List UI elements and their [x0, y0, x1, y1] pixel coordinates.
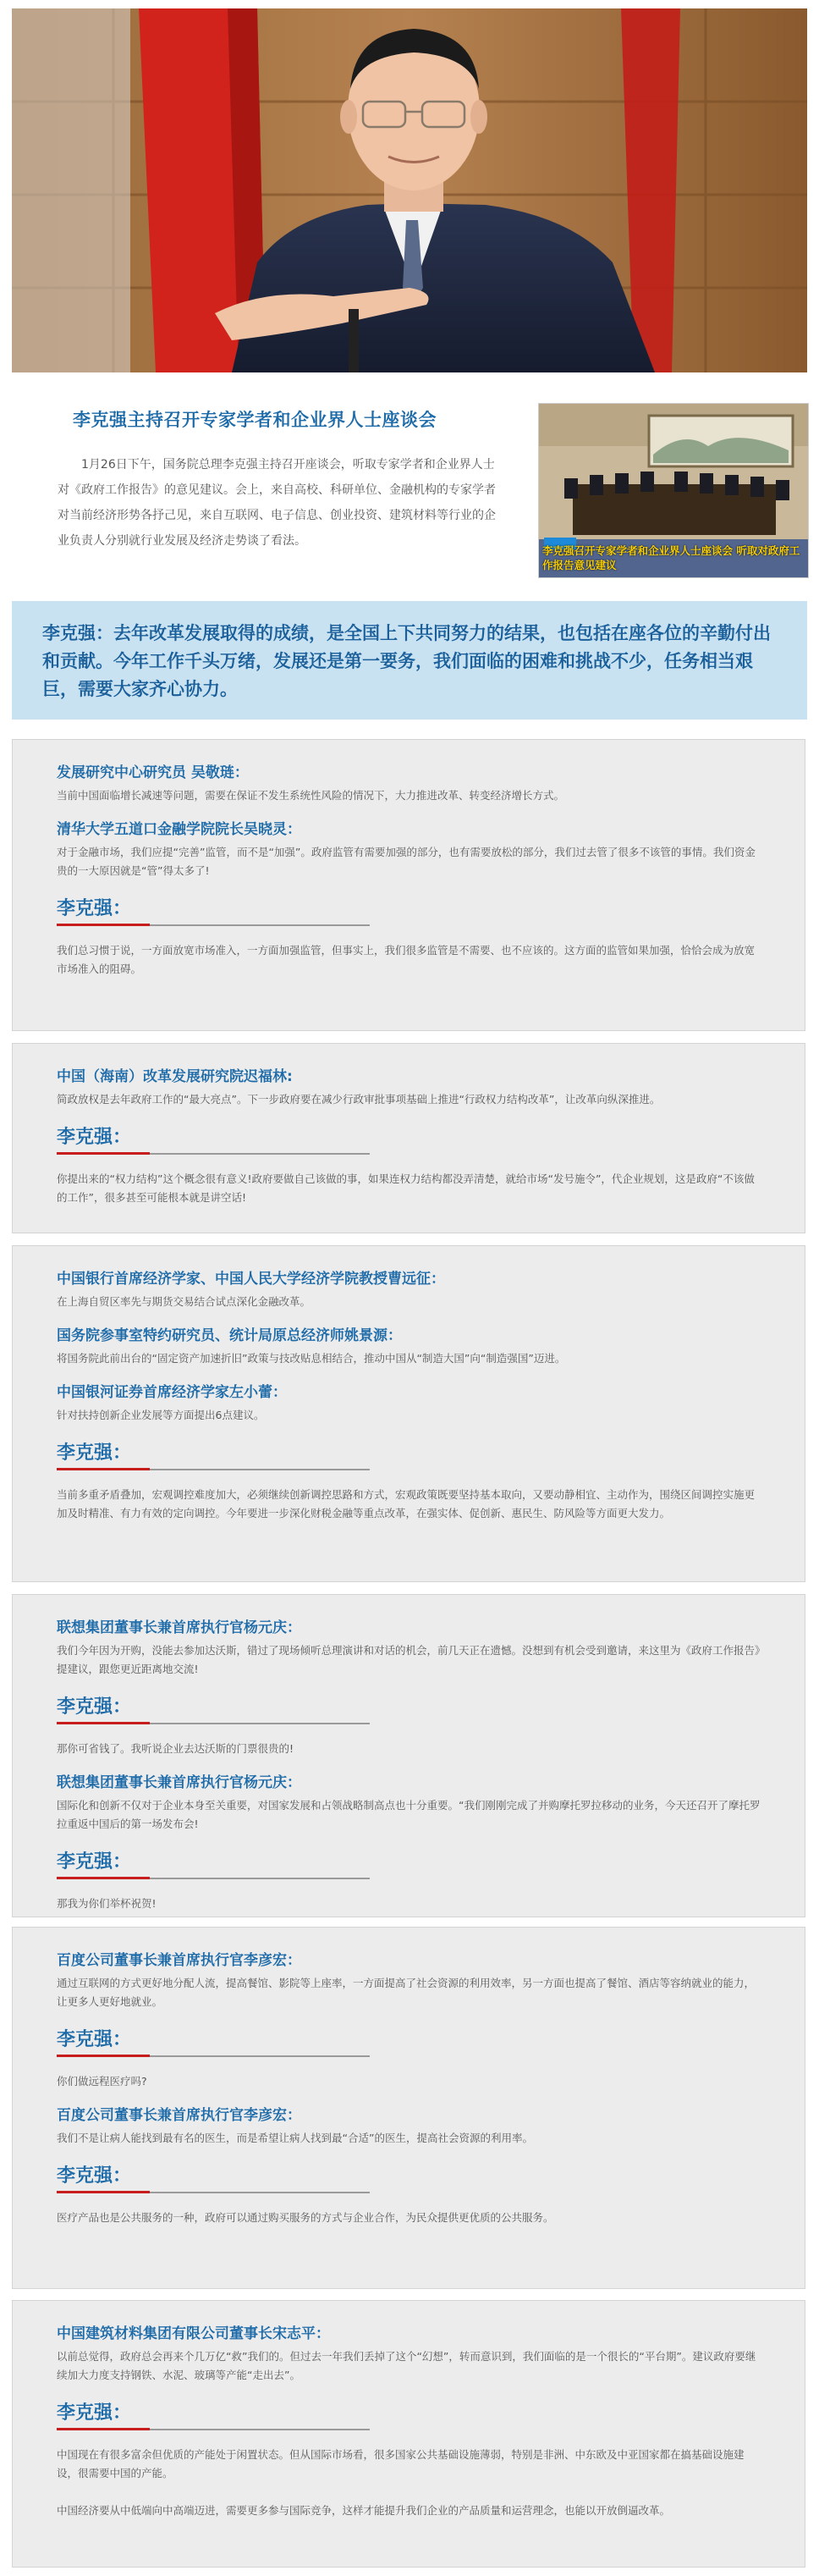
speaker-name: 联想集团董事长兼首席执行官杨元庆： — [57, 1619, 301, 1636]
premier-remark: 医疗产品也是公共服务的一种，政府可以通过购买服务的方式与企业合作，为民众提供更优质的公共服务。 — [57, 2211, 554, 2224]
premier-label: 李克强： — [57, 894, 370, 926]
speaker-name: 清华大学五道口金融学院院长吴晓灵： — [57, 821, 301, 838]
dialogue-section-6 — [12, 2300, 805, 2568]
speaker-remark: 我们今年因为开购，没能去参加达沃斯，错过了现场倾听总理演讲和对话的机会，前几天正在遗憾。没想到有机会受到邀请，来这里为《政府工作报告》提建议，跟您更近距离地交流! — [57, 1644, 761, 1675]
speaker-name: 中国银河证券首席经济学家左小蕾： — [57, 1384, 287, 1401]
speaker-remark: 我们不是让病人能找到最有名的医生，而是希望让病人找到最“合适”的医生，提高社会资源的利用率。 — [57, 2132, 533, 2144]
premier-label: 李克强： — [57, 1847, 370, 1879]
premier-label: 李克强： — [57, 2025, 370, 2057]
speaker-name: 联想集团董事长兼首席执行官杨元庆： — [57, 1774, 301, 1791]
speaker-remark: 简政放权是去年政府工作的“最大亮点”。下一步政府要在减少行政审批事项基础上推进“行政权力结构改革”，让改革向纵深推进。 — [57, 1093, 661, 1106]
speaker-name: 中国（海南）改革发展研究院迟福林: — [57, 1068, 293, 1085]
speaker-remark: 通过互联网的方式更好地分配人流，提高餐馆、影院等上座率，一方面提高了社会资源的利用效率，另一方面也提高了餐馆、酒店等容纳就业的能力，让更多人更好地就业。 — [57, 1977, 756, 2008]
dialogue-section-5 — [12, 1927, 805, 2289]
premier-remark: 我们总习惯于说，一方面放宽市场准入，一方面加强监管，但事实上，我们很多监管是不需要、也不应该的。这方面的监管如果加强，恰恰会成为放宽市场准入的阻碍。 — [57, 944, 756, 975]
premier-label: 李克强： — [57, 1692, 370, 1724]
photo-caption: 李克强召开专家学者和企业界人士座谈会 听取对政府工作报告意见建议 — [542, 544, 800, 571]
dialogue-section-2 — [12, 1043, 805, 1233]
premier-label: 李克强： — [57, 1123, 370, 1155]
dialogue-section-3 — [12, 1245, 805, 1582]
premier-remark: 中国经济要从中低端向中高端迈进，需要更多参与国际竞争，这样才能提升我们企业的产品质量和运营理念，也能以开放倒逼改革。 — [57, 2504, 671, 2517]
highlight-quote: 李克强：去年改革发展取得的成绩，是全国上下共同努力的结果，也包括在座各位的辛勤付出和贡献。今年工作千头万绪，发展还是第一要务，我们面临的困难和挑战不少，任务相当艰巨，需要大家齐心协力。 — [42, 623, 771, 699]
speaker-name: 发展研究中心研究员 吴敬琏： — [57, 764, 249, 781]
premier-remark: 那我为你们举杯祝贺! — [57, 1897, 157, 1910]
premier-remark: 你们做远程医疗吗? — [57, 2075, 147, 2088]
dialogue-section-4 — [12, 1594, 805, 1917]
speaker-name: 百度公司董事长兼首席执行官李彦宏： — [57, 2107, 301, 2124]
hero-photo — [12, 8, 807, 372]
speaker-remark: 在上海自贸区率先与期货交易结合试点深化金融改革。 — [57, 1295, 311, 1308]
speaker-remark: 以前总觉得，政府总会再来个几万亿“救”我们的。但过去一年我们丢掉了这个“幻想”，转而意识到，我们面临的是一个很长的“平台期”。建议政府要继续加大力度支持钢铁、水泥、玻璃等产能“走出去”。 — [57, 2350, 756, 2381]
speaker-name: 中国银行首席经济学家、中国人民大学经济学院教授曹远征： — [57, 1271, 445, 1288]
hero-photo-illustration — [12, 8, 807, 372]
premier-remark: 中国现在有很多富余但优质的产能处于闲置状态。但从国际市场看，很多国家公共基础设施薄弱，特别是非洲、中东欧及中亚国家都在搞基础设施建设，很需要中国的产能。 — [57, 2448, 745, 2479]
intro-block — [12, 398, 807, 584]
meeting-photo — [538, 403, 809, 578]
premier-remark: 那你可省钱了。我听说企业去达沃斯的门票很贵的! — [57, 1742, 294, 1755]
highlight-quote-box — [12, 601, 807, 720]
speaker-name: 国务院参事室特约研究员、统计局原总经济师姚景源： — [57, 1327, 402, 1344]
speaker-remark: 当前中国面临增长减速等问题，需要在保证不发生系统性风险的情况下，大力推进改革、转变经济增长方式。 — [57, 789, 565, 802]
premier-remark: 当前多重矛盾叠加，宏观调控难度加大，必须继续创新调控思路和方式，宏观政策既要坚持基本取向，又要动静相宜、主动作为，围绕区间调控实施更加及时精准、有力有效的定向调控。今年要进一步深化财税金融等重点改革，在强实体、促创新、惠民生、防风险等方面更大发力。 — [57, 1488, 756, 1520]
speaker-remark: 对于金融市场，我们应提“完善”监管，而不是“加强”。政府监管有需要加强的部分，也有需要放松的部分，我们过去管了很多不该管的事情。我们资金贵的一大原因就是“管”得太多了! — [57, 846, 756, 877]
premier-label: 李克强： — [57, 1438, 370, 1470]
speaker-name: 中国建筑材料集团有限公司董事长宋志平： — [57, 2325, 330, 2342]
intro-paragraph: 1月26日下午，国务院总理李克强主持召开座谈会，听取专家学者和企业界人士对《政府工作报告》的意见建议。会上，来自高校、科研单位、金融机构的专家学者对当前经济形势各抒己见，来自互联网、电子信息、创业投资、建筑材料等行业的企业负责人分别就行业发展及经济走势谈了看法。 — [58, 458, 496, 548]
dialogue-section-1 — [12, 739, 805, 1031]
article-title: 李克强主持召开专家学者和企业界人士座谈会 — [73, 410, 437, 430]
premier-label: 李克强： — [57, 2398, 370, 2430]
speaker-remark: 将国务院此前出台的“固定资产加速折旧”政策与技改贴息相结合，推动中国从“制造大国”向“制造强国”迈进。 — [57, 1352, 566, 1365]
premier-remark: 你提出来的“权力结构”这个概念很有意义!政府要做自己该做的事，如果连权力结构都没弄清楚，就给市场“发号施令”，代企业规划，这是政府“不该做的工作”，很多甚至可能根本就是讲空话! — [57, 1172, 755, 1204]
speaker-remark: 国际化和创新不仅对于企业本身至关重要，对国家发展和占领战略制高点也十分重要。“我们刚刚完成了并购摩托罗拉移动的业务，今天还召开了摩托罗拉重返中国后的第一场发布会! — [57, 1799, 761, 1830]
premier-label: 李克强： — [57, 2161, 370, 2193]
speaker-name: 百度公司董事长兼首席执行官李彦宏： — [57, 1952, 301, 1969]
speaker-remark: 针对扶持创新企业发展等方面提出6点建议。 — [57, 1409, 265, 1421]
